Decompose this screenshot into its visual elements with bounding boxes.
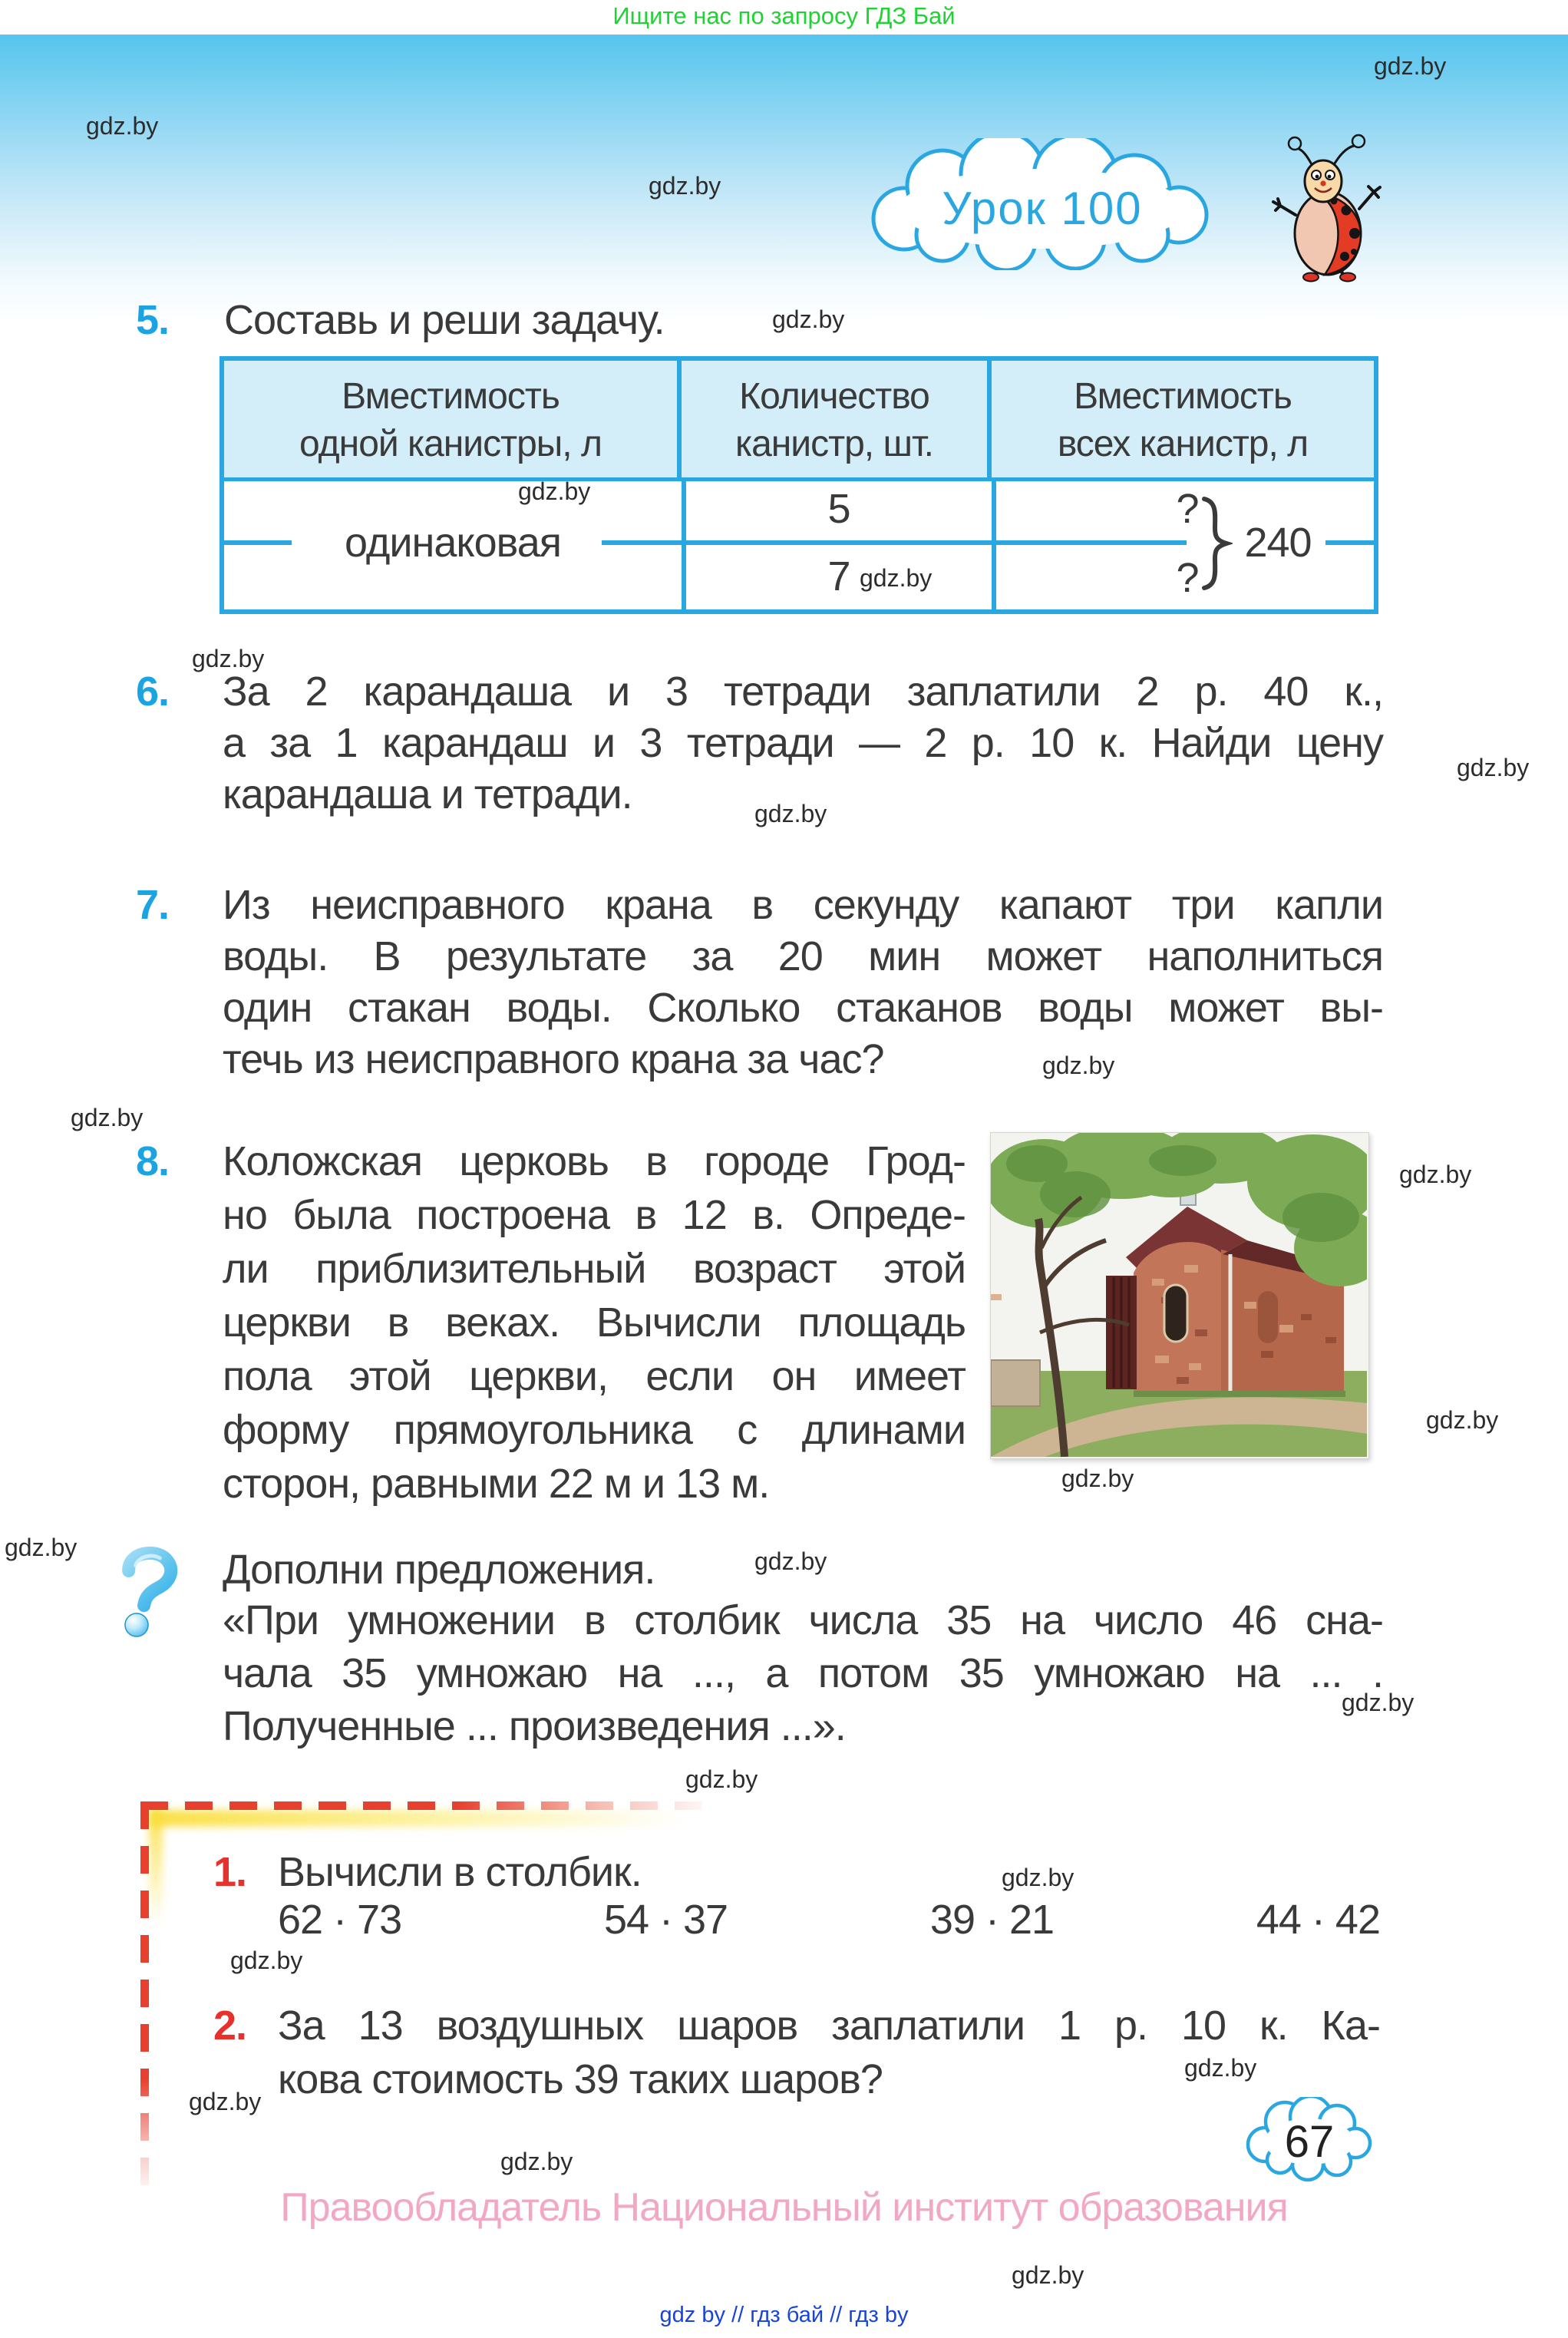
box-problem-1-number: 1.: [213, 1849, 247, 1895]
gdz-watermark: gdz.by: [1426, 1406, 1499, 1434]
gdz-watermark: gdz.by: [500, 2148, 573, 2175]
problem-5-number: 5.: [136, 297, 170, 343]
combined-total: 240: [1244, 520, 1312, 566]
table-header-count: Количество канистр, шт.: [682, 361, 992, 477]
gdz-watermark: gdz.by: [1012, 2261, 1084, 2289]
church-photo: [990, 1132, 1369, 1459]
gdz-watermark: gdz.by: [1374, 52, 1447, 80]
box-glow-vertical: [149, 1810, 163, 1925]
dashed-border-left: [140, 1801, 149, 2197]
gdz-watermark: gdz.by: [1457, 754, 1530, 781]
box-glow: [150, 1810, 687, 1827]
question-mark-icon: [117, 1543, 181, 1641]
table-header-capacity-one: Вместимость одной канистры, л: [224, 361, 682, 477]
gdz-watermark: gdz.by: [192, 645, 265, 672]
table-header-capacity-all: Вместимость всех канистр, л: [1057, 376, 1309, 464]
gdz-watermark: gdz.by: [1184, 2054, 1257, 2082]
total-row2: ?: [1176, 555, 1199, 601]
brace-icon: [1200, 497, 1233, 590]
table-header-row: [224, 361, 1374, 481]
promo-banner: Ищите нас по запросу ГДЗ Бай: [0, 0, 1568, 35]
problem-7-text: Из неисправного крана в секунду капают три капли воды. В результате за 20 мин может наполниться один стакан воды. Сколько стаканов воды может вы- течь из неисправного крана за час?: [223, 882, 1383, 1082]
gdz-watermark: gdz.by: [189, 2088, 262, 2115]
gdz-watermark: gdz.by: [1042, 1052, 1115, 1079]
question-quote: «При умножении в столбик числа 35 на число 46 сна- чала 35 умножаю на ..., а потом 35 умножаю на ... . Полученные ... произведения ...».: [223, 1597, 1383, 1749]
page-number: 67: [1284, 2117, 1335, 2167]
gdz-watermark: gdz.by: [230, 1947, 303, 1974]
total-row1: ?: [1176, 486, 1199, 532]
gdz-watermark: gdz.by: [685, 1765, 758, 1793]
gdz-watermark: gdz.by: [86, 112, 159, 140]
table-body: [224, 481, 1374, 609]
canister-table: [220, 356, 1378, 614]
gdz-watermark: gdz.by: [772, 305, 845, 333]
multiplication-exercises: [278, 1896, 1380, 1943]
dashed-border-top: [140, 1801, 751, 1810]
gdz-watermark: gdz.by: [754, 800, 827, 827]
problem-7-number: 7.: [136, 882, 170, 928]
problem-8-number: 8.: [136, 1138, 170, 1184]
problem-5-intro: Составь и реши задачу.: [224, 297, 665, 343]
gdz-watermark: gdz.by: [754, 1547, 827, 1575]
problem-8-text: Коложская церковь в городе Грод- но была построена в 12 в. Опреде- ли приблизительный возраст этой церкви в веках. Вычисли площадь пола этой церкви, если он имеет форму прямоугольника с длинами сторон, равными 22 м и 13 м.: [223, 1138, 966, 1507]
problem-6-number: 6.: [136, 669, 170, 715]
expression-3: 39 · 21: [929, 1897, 1055, 1943]
page-number-cloud: [1240, 2097, 1377, 2186]
problem-6-text: За 2 карандаша и 3 тетради заплатили 2 р. 40 к., а за 1 карандаш и 3 тетради — 2 р. 10 к. Найди цену карандаша и тетради.: [223, 669, 1383, 817]
box-problem-1-title: Вычисли в столбик.: [278, 1849, 642, 1895]
gdz-watermark: gdz.by: [1061, 1465, 1134, 1492]
lesson-cloud: [855, 138, 1231, 270]
box-problem-2-text: За 13 воздушных шаров заплатили 1 р. 10 к. Ка- кова стоимость 39 таких шаров?: [278, 2003, 1380, 2102]
expression-1: 62 · 73: [278, 1897, 402, 1943]
gdz-watermark: gdz.by: [1002, 1864, 1074, 1891]
gdz-watermark: gdz.by: [518, 477, 591, 505]
gdz-watermark: gdz.by: [649, 172, 721, 200]
gdz-watermark: gdz.by: [5, 1534, 78, 1561]
gdz-watermark: gdz.by: [1399, 1161, 1472, 1188]
count-row1: 5: [827, 486, 850, 532]
count-row2: 7: [827, 553, 850, 599]
ladybug-illustration: [1268, 129, 1385, 282]
box-problem-2-number: 2.: [213, 2003, 247, 2049]
capacity-value: одинаковая: [345, 520, 561, 566]
copyright-line: Правообладатель Национальный институт образования: [280, 2185, 1288, 2230]
footer-links[interactable]: gdz by // гдз бай // гдз by: [659, 2303, 909, 2327]
gdz-watermark: gdz.by: [860, 564, 933, 592]
lesson-title: Урок 100: [942, 183, 1143, 234]
gdz-watermark: gdz.by: [71, 1104, 144, 1131]
question-prompt: Дополни предложения.: [223, 1547, 655, 1593]
gdz-watermark: gdz.by: [1342, 1689, 1415, 1716]
expression-4: 44 · 42: [1256, 1897, 1380, 1943]
expression-2: 54 · 37: [603, 1897, 728, 1943]
